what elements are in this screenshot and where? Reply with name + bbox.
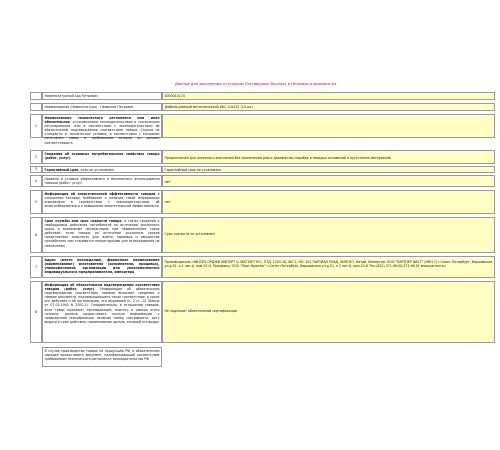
table-row — [30, 92, 495, 100]
supplier-note: Данные для заполнения со стороны Поставщика. Выслать в Петрович в формате.xls — [175, 82, 337, 86]
row-value[interactable]: Дюбель-рамный металлический КБС 10х152 (10 шт) — [162, 103, 495, 111]
row-label: Информация об обязательном подтверждении соответствия товаров (работ, услуг). Информация об обязательном подтверждении соответствия товаров включает сведения о номере документа, подтверждающего такое соответствие, о сроке его действия и об организации, его выдавшей (п. 2 ст. 10 Закона от 07.02.1992 N 2300-1). Следовательно, в отношении товаров, если товар подлежит сертификации, вписать в рамках этого полного, должна предоставить полную информацию о проведенной сертификации, включая номер сертификата, дату выдачи и срок действия, наименование органа, который его выдал — [42, 281, 162, 343]
row-value[interactable]: Производитель: НИНГБО ОРДЖИ ИМПОРТ & ЭКСПОРТ КО., ЛТД. 1705-1Б, ФЛ 2, НО. 201 ПАРТИАН РОАД, НИНГБО, Китай, Импортер: ООО "ПАРТНЕР ФАСТ" (ИНН 7) г.Санкт-Петербург, Варшавская ул.д.51, к.1 лит.А, пом.10-Н, Продавец: ООО "Парт-Крепёж" г.Санкт-Петербург, Варшавская ул.д.51, к.1 лит.А, пом.10-Н Тел.(812) 371-96-00,371-96-01 www.partner.su — [162, 256, 495, 278]
row-number: 7 — [30, 256, 42, 278]
row-label: Наименование (Номенклатура) - Название Петрович — [42, 103, 162, 111]
row-value[interactable] — [162, 114, 495, 138]
row-label: Информация об энергетической эффективности товаров в отношении которых требование о наличии такой информации определено в соответствии с законодательством об энергосбережении и о повышении энергетической эффективности — [42, 190, 162, 214]
row-number: 8 — [30, 281, 42, 343]
row-label: Адрес (место нахождения), фирменное наименование (наименование) изготовителя (исполнителя, продавца), уполномоченной организации или уполномоченного индивидуального предпринимателя, импортера — [42, 256, 162, 278]
table-row — [30, 347, 162, 367]
table-row — [30, 175, 495, 187]
table-row — [30, 190, 495, 214]
row-label: Наименование технического регламента или иное обязательное, установленное законодательством о техническом регулировании, или в соответствии с законодательством об обязательном подтверждении соответствия товара. Ссылки на стандарты и технические условия, в соответствии с которыми изготовлен товар, и требованиям которых он должен соответствовать — [42, 114, 162, 138]
row-value[interactable]: Предназначен для анкерного крепления без применения рам и деревянных коробок в твердых оснований и пустотелых материалов — [162, 150, 495, 164]
row-number: 1 — [30, 114, 42, 138]
row-label: В случае производства товара на продукцию РФ, в обязательном порядке предоставить документ, подтверждающий соответствие требованиям технического регламента законодательства РФ — [42, 347, 162, 367]
table-row — [30, 114, 495, 145]
row-number: 4 — [30, 175, 42, 187]
table-row — [30, 217, 495, 253]
row-value[interactable]: 0000010174 — [162, 92, 495, 100]
row-label: Правила и условия эффективного и безопасного использования товаров (работ, услуг) — [42, 175, 162, 187]
row-value[interactable]: Срок годности не установлен — [162, 217, 495, 253]
table-row — [30, 103, 495, 111]
row-value[interactable]: нет — [162, 190, 495, 214]
row-label: Сведения об основных потребительских свойствах товара (работ, услуг). — [42, 150, 162, 164]
row-number: 5 — [30, 190, 42, 214]
table-row — [30, 281, 495, 343]
row-number: 6 — [30, 217, 42, 253]
row-number — [30, 92, 42, 100]
row-number — [30, 347, 42, 367]
table-row — [30, 150, 495, 164]
row-label: Гарантийный срок, если он установлен — [42, 166, 162, 173]
row-value[interactable]: нет — [162, 175, 495, 187]
row-label: Номенклатурный код Петрович — [42, 92, 162, 100]
table-row — [30, 256, 495, 278]
row-number — [30, 103, 42, 111]
row-label: Срок службы или срок годности товара, а также сведения о необходимых действиях потребителя по истечении указанного срока и возможных последствиях при невыполнении таких действий, если товары по истечении указанных сроков представляют опасность для жизни, здоровья и имущества потребителя или становятся непригодными для использования по назначению — [42, 217, 162, 253]
row-number: 2 — [30, 150, 42, 164]
row-number: 3 — [30, 166, 42, 173]
table-row — [30, 166, 495, 173]
row-value[interactable]: Не подлежит обязательной сертификации — [162, 281, 495, 343]
row-value[interactable]: Гарантийный срок не установлен — [162, 166, 495, 173]
